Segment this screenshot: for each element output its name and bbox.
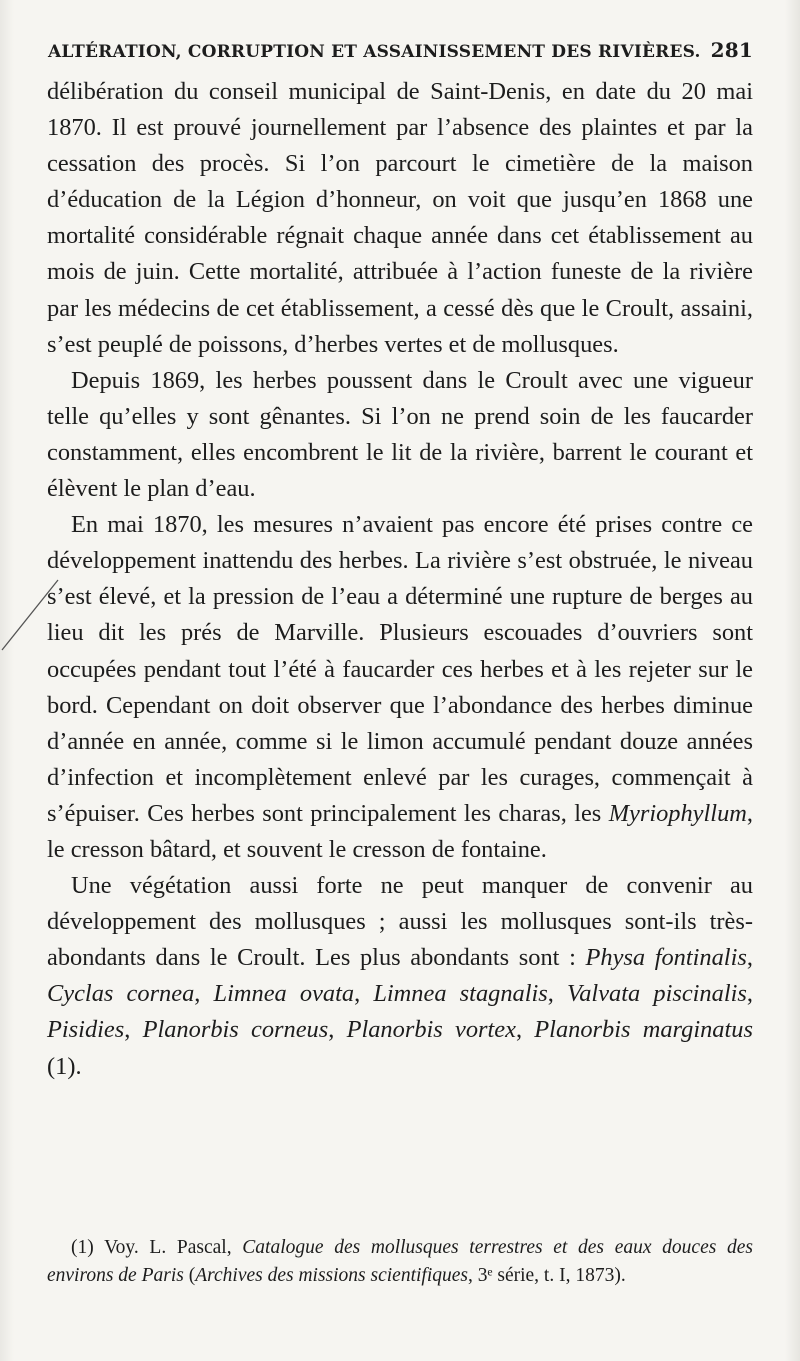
species-2: Cyclas cornea bbox=[47, 980, 195, 1008]
species-1: Physa fontinalis bbox=[585, 944, 747, 972]
species-6: Pisidies bbox=[47, 1016, 125, 1044]
paragraph-1: délibération du conseil municipal de Saint-Denis, en date du 20 mai 1870. Il est prouvé journellement par l’absence des plaintes et par la cessation des procès. Si l’on parcourt le cimetière de la maison d’éducation de la Légion d’honneur, on voit que jusqu’en 1868 une mortalité considérable régnait chaque année dans cet établissement au mois de juin. Cette mortalité, attribuée à l’action funeste de la rivière par les médecins de cet établissement, a cessé dès que le Croult, assaini, s’est peuplé de poissons, d’herbes vertes et de mollusques. bbox=[47, 78, 753, 358]
footnote-marker: (1) Voy. L. Pascal, bbox=[71, 1237, 232, 1258]
paragraph-3-text: En mai 1870, les mesures n’avaient pas encore été prises contre ce développement inattendu des herbes. La rivière s’est obstruée, le niveau s’est élevé, et la pression de l’eau a déterminé une rupture de berges au lieu dit les prés de Marville. Plusieurs escouades d’ouvriers sont occupées pendant tout l’été à faucarder ces herbes et à les rejeter sur le bord. Cependant on doit observer que l’abondance des herbes diminue d’année en année, comme si le limon accumulé pendant douze années d’infection et incomplètement enlevé par les curages, commençait à s’épuiser. Ces herbes sont principalement les charas, les bbox=[47, 511, 753, 827]
species-3: Limnea ovata bbox=[213, 980, 355, 1008]
footnote-title: Catalogue des mollusques terrestres et des eaux douces des environs de Paris bbox=[47, 1237, 753, 1286]
paragraph-3-tail: , le cresson bâtard, et souvent le cresson de fontaine. bbox=[47, 799, 753, 863]
paragraph-3 bbox=[47, 507, 753, 868]
footnote-open: ( bbox=[188, 1264, 196, 1286]
paragraph-2: Depuis 1869, les herbes poussent dans le Croult avec une vigueur telle qu’elles y sont gênantes. Si l’on ne prend soin de les faucarder constamment, elles encombrent le lit de la rivière, barrent le courant et élèvent le plan d’eau. bbox=[47, 366, 753, 503]
header-title: ALTÉRATION, CORRUPTION ET ASSAINISSEMENT DES RIVIÈRES. bbox=[48, 42, 701, 62]
footnote bbox=[47, 1234, 753, 1289]
footnote-source: Archives des missions scientifiques bbox=[195, 1264, 468, 1286]
body-text bbox=[47, 74, 753, 1085]
species-myriophyllum: Myriophyllum bbox=[608, 799, 747, 827]
species-8: Planorbis vortex bbox=[346, 1016, 516, 1044]
page-number: 281 bbox=[710, 38, 753, 62]
species-9: Planorbis marginatus bbox=[534, 1016, 753, 1044]
paragraph-4: Une végétation aussi forte ne peut manquer de convenir au développement des mollusques ; aussi les mollusques sont-ils très-abondants dans le Croult. Les plus abondants sont : Physa fontinalis, Cyclas cornea, Limnea ovata, Limnea stagnalis, Valvata piscinalis, Pisidies, Planorbis corneus, Planorbis vortex, Planorbis marginatus (1). bbox=[47, 872, 753, 1080]
running-header bbox=[48, 38, 753, 62]
footnote-rest: , 3ᵉ série, t. I, 1873). bbox=[468, 1264, 626, 1286]
paragraph-4-intro: Une végétation aussi forte ne peut manquer de convenir au développement des mollusques ; aussi les mollusques sont-ils très-abondants dans le Croult. Les plus abondants sont : bbox=[47, 872, 753, 972]
footnote-ref: (1). bbox=[47, 1052, 82, 1080]
species-4: Limnea stagnalis bbox=[373, 980, 548, 1008]
species-5: Valvata piscinalis bbox=[567, 980, 747, 1008]
species-7: Planorbis corneus bbox=[142, 1016, 329, 1044]
